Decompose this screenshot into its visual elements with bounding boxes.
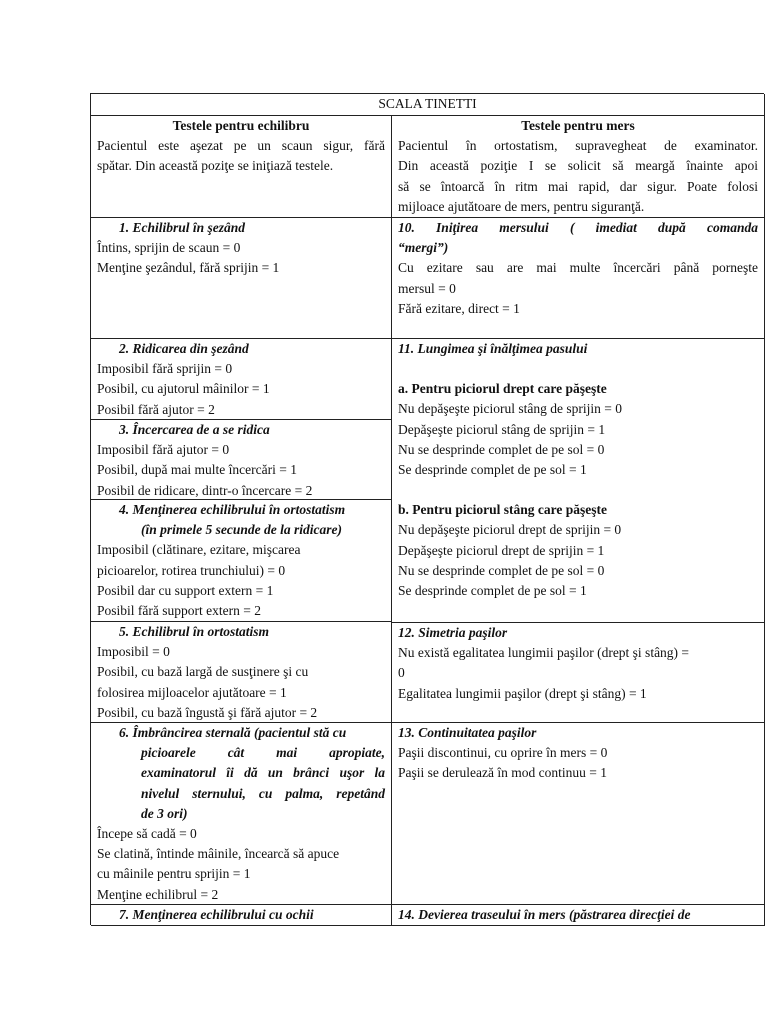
balance-tests-column [91,116,392,926]
item-option: Nu depăşeşte piciorul drept de sprijin = 0 [398,522,622,538]
item-title: 14. Devierea traseului în mers (păstrarea direcţiei de [398,907,691,922]
item-option: Se clatină, întinde mâinile, încearcă să apuce [97,846,340,862]
balance-header-cell [91,116,391,218]
item-title: 11. Lungimea şi înălţimea pasului [398,341,588,356]
item-option: folosirea mijloacelor ajutătoare = 1 [97,684,287,700]
balance-item-5 [91,622,391,723]
item-option: Menţine şezândul, fără sprijin = 1 [97,260,280,276]
item-option: Nu depăşeşte piciorul stâng de sprijin = 0 [398,401,622,417]
item-option: Nu se desprinde complet de pe sol = 0 [398,562,605,578]
item-option: Egalitatea lungimii paşilor (drept şi stâng) = 1 [398,685,647,701]
item-option: Posibil fără ajutor = 2 [97,401,215,417]
balance-intro-line: Pacientul este aşezat pe un scaun sigur, fără [97,138,385,154]
item-title-continuation: “mergi”) [398,240,449,256]
item-title-continuation: nivelul sternului, cu palma, repetând [141,785,385,801]
item-option: Posibil, cu ajutorul mâinilor = 1 [97,381,270,397]
item-option: Imposibil fără ajutor = 0 [97,442,230,458]
spacer [398,480,758,500]
item-option: picioarelor, rotirea trunchiului) = 0 [97,562,286,578]
balance-item-4 [91,500,391,622]
item-option: cu mâinile pentru sprijin = 1 [97,866,251,882]
gait-tests-column [392,116,765,926]
item-option: Posibil, cu bază îngustă şi fără ajutor = 2 [97,704,318,720]
balance-intro-line: spătar. Din această poziţe se iniţiază testele. [97,158,334,174]
gait-item-13 [392,723,764,905]
table-title: SCALA TINETTI [91,94,765,116]
balance-header: Testele pentru echilibru [172,118,310,133]
balance-item-6 [91,723,391,905]
item-option: Se desprinde complet de pe sol = 1 [398,462,587,478]
item-option: Posibil fără support extern = 2 [97,603,261,619]
gait-header: Testele pentru mers [521,118,635,133]
item-option: Imposibil (clătinare, ezitare, mişcarea [97,542,301,558]
gait-intro-line: Pacientul în ortostatism, supravegheat de examinator. [398,138,758,154]
item-title: 12. Simetria paşilor [398,625,508,640]
item-title: 6. Îmbrâncirea sternală (pacientul stă cu [119,725,347,740]
item-option: Se desprinde complet de pe sol = 1 [398,583,587,599]
item-option: Posibil dar cu support extern = 1 [97,582,274,598]
item-title: 5. Echilibrul în ortostatism [119,624,270,639]
item-option: Cu ezitare sau are mai multe încercări până porneşte [398,260,758,276]
item-title-continuation: examinatorul îi dă un brânci uşor la [141,765,385,781]
gait-intro-line: Din această poziţie I se solicit să meargă înainte apoi [398,158,758,174]
item-option: Nu există egalitatea lungimii paşilor (drept şi stâng) = [398,645,690,661]
gait-item-10 [392,218,764,339]
item-option: Depăşeşte piciorul drept de sprijin = 1 [398,542,605,558]
spacer [398,359,758,379]
gait-item-12 [392,623,764,723]
item-option: Imposibil = 0 [97,644,170,660]
item-option: Posibil, după mai multe încercări = 1 [97,462,297,478]
item-subheading: b. Pentru piciorul stâng care păşeşte [398,502,607,518]
item-option: Fără ezitare, direct = 1 [398,300,520,316]
item-title: 13. Continuitatea paşilor [398,725,537,740]
item-option: 0 [398,665,405,681]
item-option: Imposibil fără sprijin = 0 [97,361,233,377]
item-option: Începe să cadă = 0 [97,826,197,842]
item-option: Paşii discontinui, cu oprire în mers = 0 [398,745,608,761]
gait-item-11 [392,339,764,623]
balance-item-3 [91,420,391,500]
item-subheading: a. Pentru piciorul drept care păşeşte [398,381,607,397]
item-title-continuation: picioarele cât mai apropiate, [141,745,385,761]
item-title: 4. Menţinerea echilibrului în ortostatism [119,502,346,517]
balance-item-2 [91,339,391,420]
item-title: 2. Ridicarea din şezând [119,341,249,356]
item-option: Posibil, cu bază largă de susţinere şi cu [97,664,309,680]
balance-item-1 [91,218,391,339]
item-title: 7. Menţinerea echilibrului cu ochii [119,907,314,922]
gait-header-cell [392,116,764,218]
tinetti-scale-table [90,93,764,925]
item-option: mersul = 0 [398,280,456,296]
gait-item-14 [392,905,764,926]
item-option: Paşii se derulează în mod continuu = 1 [398,765,607,781]
gait-intro-line: mijloace ajutătoare de mers, pentru siguranţă. [398,198,645,214]
item-option: Întins, sprijin de scaun = 0 [97,240,241,256]
item-option: Menţine echilibrul = 2 [97,886,219,902]
item-title: 10. Iniţirea mersului ( imediat după comanda [398,220,758,235]
item-title-continuation: (în primele 5 secunde de la ridicare) [141,522,342,538]
gait-intro-line: să se întoarcă în ritm mai rapid, dar sigur. Poate folosi [398,178,758,194]
item-title: 3. Încercarea de a se ridica [119,422,270,437]
balance-item-7 [91,905,391,926]
item-title-continuation: de 3 ori) [141,805,188,821]
item-option: Nu se desprinde complet de pe sol = 0 [398,441,605,457]
item-option: Posibil de ridicare, dintr-o încercare = 2 [97,482,313,498]
item-option: Depăşeşte piciorul stâng de sprijin = 1 [398,421,606,437]
item-title: 1. Echilibrul în şezând [119,220,246,235]
